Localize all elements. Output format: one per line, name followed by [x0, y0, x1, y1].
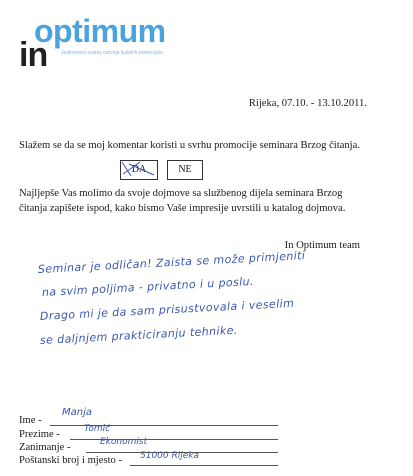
option-yes-box[interactable]: DA	[120, 160, 158, 180]
intro-line-1: Najljepše Vas molimo da svoje dojmove sa službenog dijela seminara Brzog	[19, 188, 343, 199]
name-value: Manja	[62, 407, 92, 418]
surname-label: Prezime -	[19, 429, 60, 440]
comment-line-4: se daljnjem prakticiranju tehnike.	[39, 323, 239, 347]
logo-prefix: in	[19, 36, 48, 74]
comment-line-2: na svim poljima - privatno i u poslu.	[41, 274, 255, 299]
occupation-label: Zanimanje -	[19, 442, 71, 453]
date-line: Rijeka, 07.10. - 13.10.2011.	[248, 98, 367, 109]
occupation-value: Ekonomist	[100, 437, 148, 447]
intro-line-2: čitanja zapišete ispod, kako bismo Vaše impresije uvrstili u katalog dojmova.	[19, 203, 346, 214]
logo-wordmark: optimum	[34, 13, 166, 49]
comment-line-1: Seminar je odličan! Zaista se može primjeniti	[37, 249, 306, 276]
option-no-box[interactable]: NE	[167, 160, 203, 180]
check-mark-icon	[120, 159, 158, 179]
name-label: Ime -	[19, 415, 42, 426]
comment-line-3: Drago mi je da sam prisustvovala i veselim	[39, 296, 295, 323]
postal-label: Poštanski broj i mjesto -	[19, 455, 122, 466]
consent-statement: Slažem se da se moj komentar koristi u svrhu promocije seminara Brzog čitanja.	[19, 140, 360, 151]
postal-value: 51000 Rijeka	[140, 451, 200, 461]
logo-tagline: Jedinstveni sustav razvoja ljudskih potencijala	[61, 50, 163, 56]
team-signature: In Optimum team	[284, 240, 360, 251]
postal-field-line[interactable]	[130, 465, 278, 466]
surname-value: Tomić	[84, 424, 111, 434]
